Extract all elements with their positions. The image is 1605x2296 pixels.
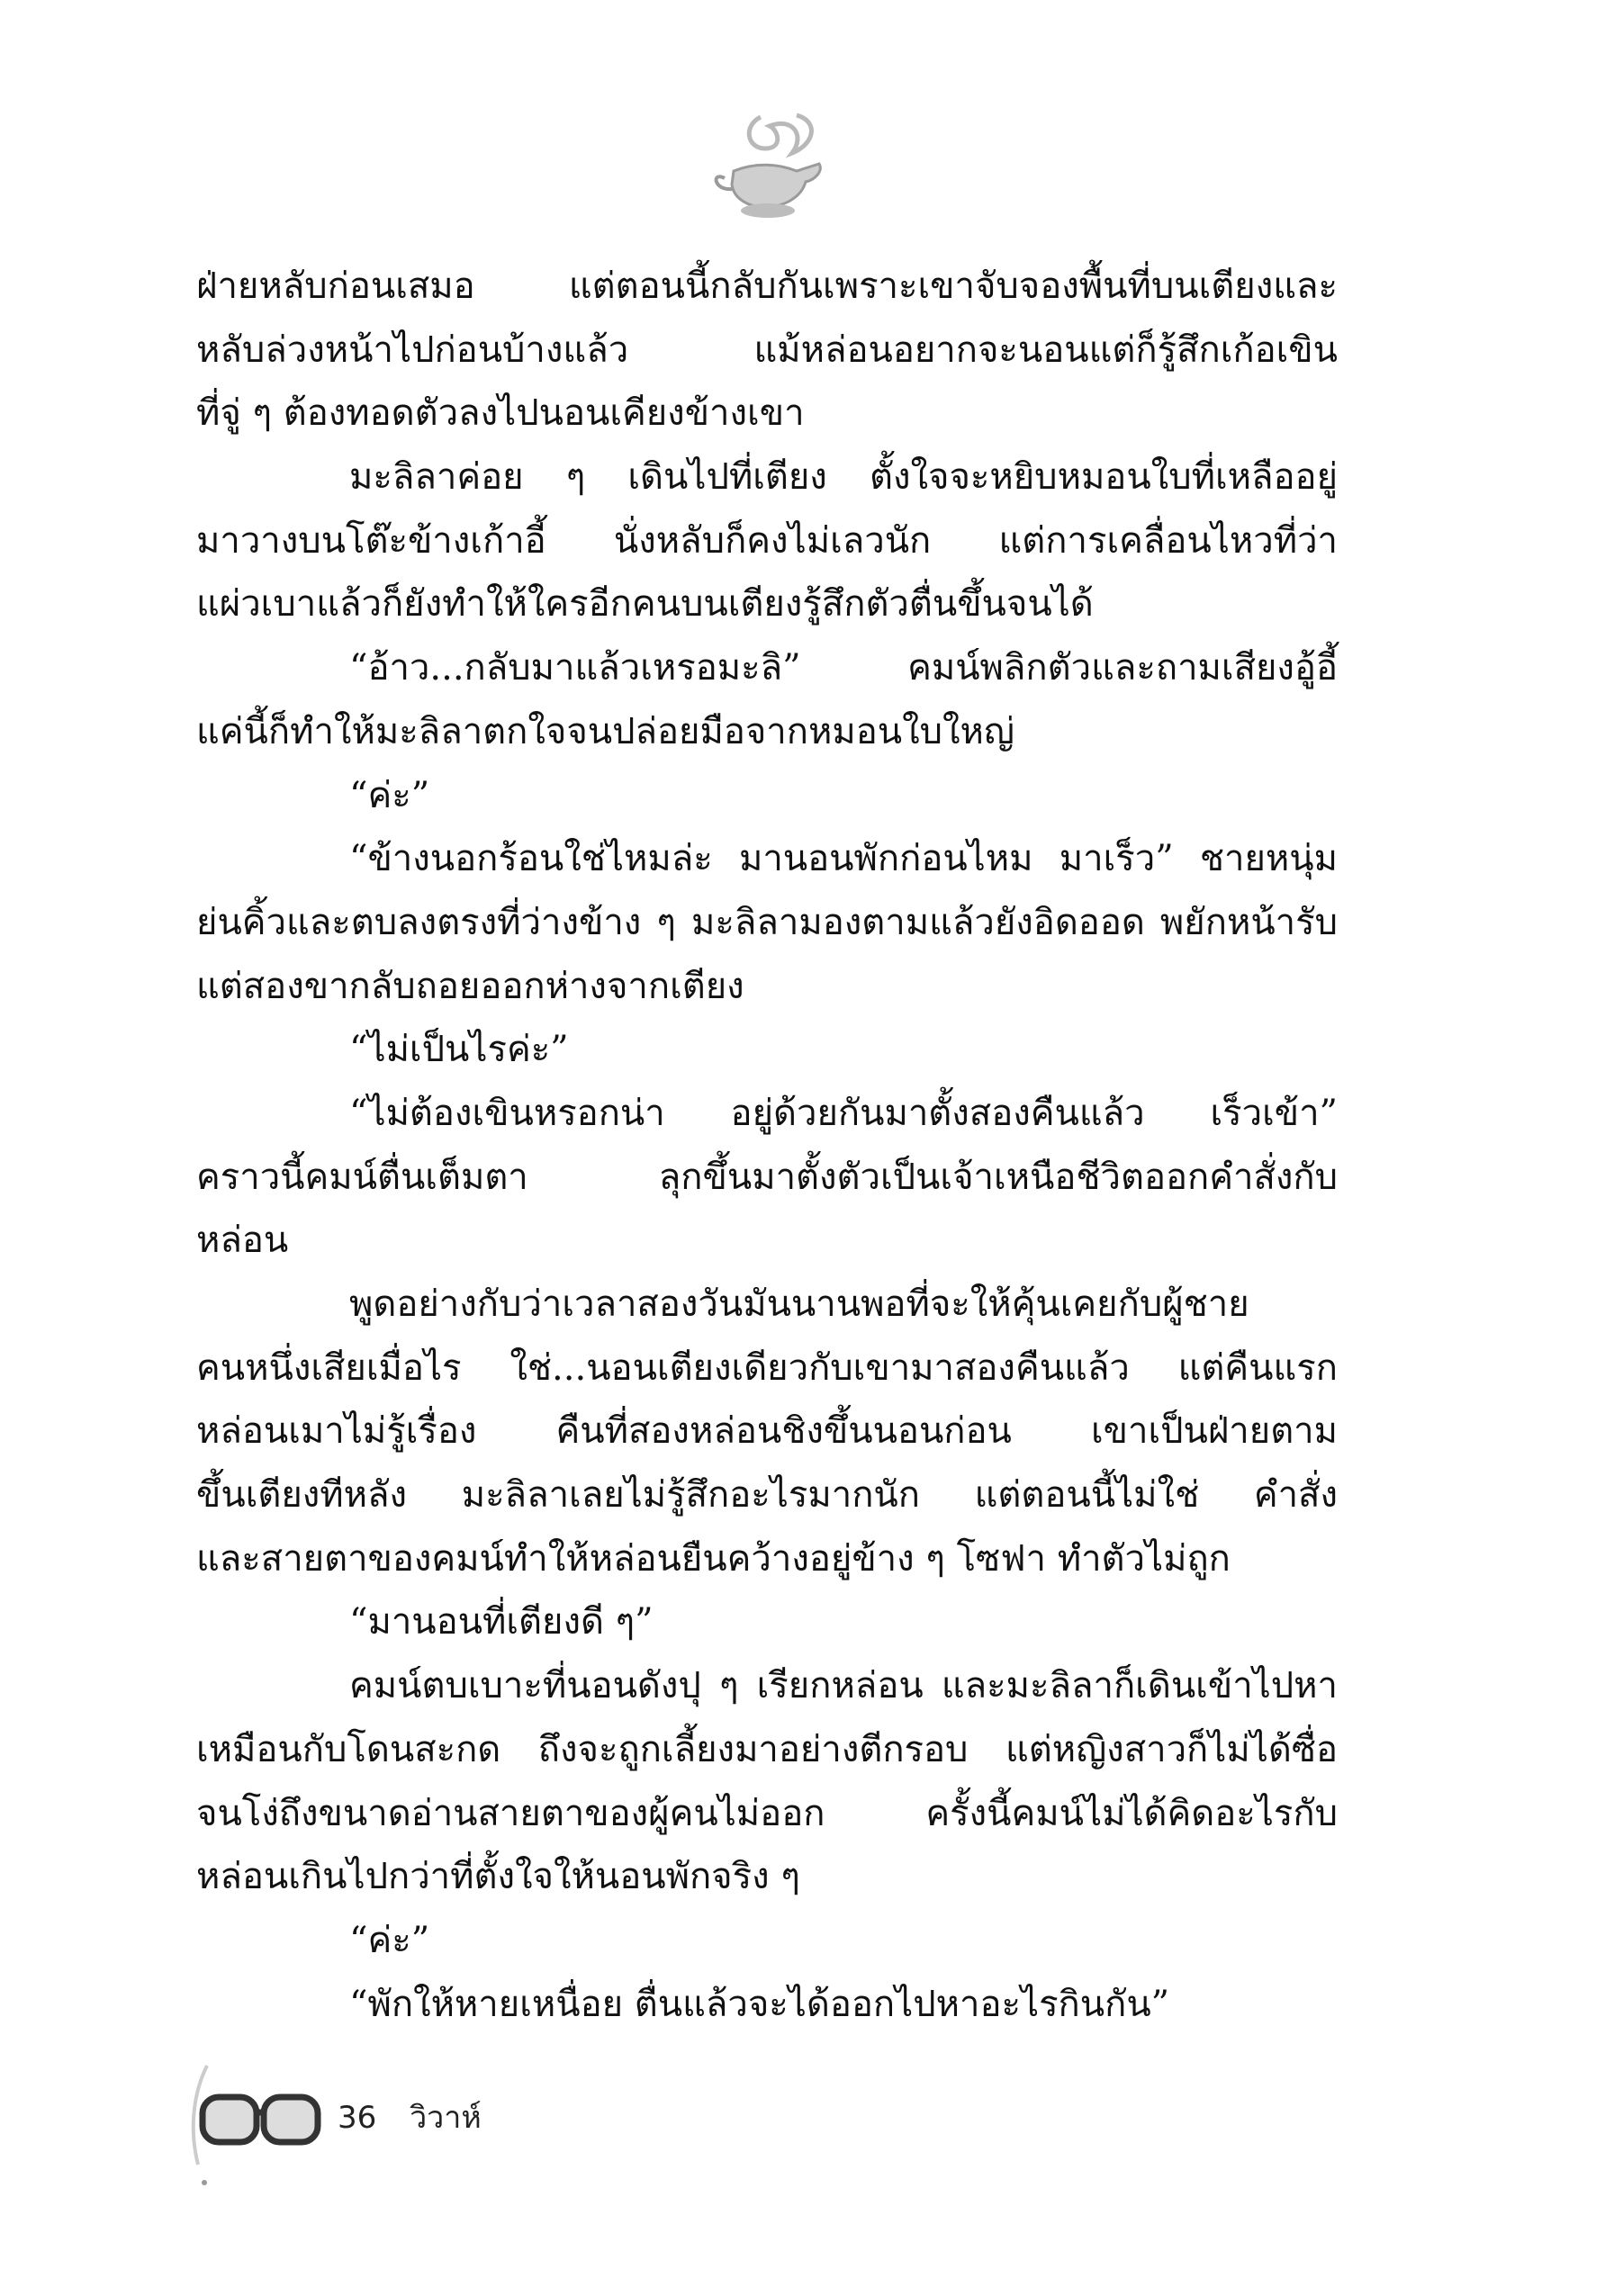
text-line: “อ้าว...กลับมาแล้วเหรอมะลิ” คมน์พลิกตัวและถามเสียงอู้อี้ — [349, 647, 1338, 689]
text-line: พูดอย่างกับว่าเวลาสองวันมันนานพอที่จะให้คุ้นเคยกับผู้ชาย — [349, 1283, 1249, 1325]
body-text — [196, 255, 1338, 2036]
text-line: คนหนึ่งเสียเมื่อไร ใช่...นอนเตียงเดียวกับเขามาสองคืนแล้ว แต่คืนแรก — [196, 1346, 1338, 1389]
text-line: แต่สองขากลับถอยออกห่างจากเตียง — [196, 965, 744, 1007]
text-line: ที่จู่ ๆ ต้องทอดตัวลงไปนอนเคียงข้างเขา — [196, 392, 805, 435]
genie-lamp-icon — [707, 108, 842, 230]
text-line: หล่อน — [196, 1220, 289, 1262]
text-line: “ไม่เป็นไรค่ะ” — [349, 1029, 569, 1071]
text-line: “ค่ะ” — [349, 774, 430, 816]
footer-text — [338, 2093, 505, 2141]
text-line: ฝ่ายหลับก่อนเสมอ แต่ตอนนี้กลับกันเพราะเขาจับจองพื้นที่บนเตียงและ — [196, 266, 1338, 307]
text-line: “ข้างนอกร้อนใช่ไหมล่ะ มานอนพักก่อนไหม มาเร็ว” ชายหนุ่ม — [349, 838, 1338, 880]
text-line: มาวางบนโต๊ะข้างเก้าอี้ นั่งหลับก็คงไม่เลวนัก แต่การเคลื่อนไหวที่ว่า — [196, 519, 1338, 562]
text-line: คมน์ตบเบาะที่นอนดังปุ ๆ เรียกหล่อน และมะลิลาก็เดินเข้าไปหา — [349, 1665, 1338, 1707]
page-footer — [185, 2057, 725, 2201]
text-line: แค่นี้ก็ทำให้มะลิลาตกใจจนปล่อยมือจากหมอนใบใหญ่ — [196, 710, 1014, 752]
text-line: “มานอนที่เตียงดี ๆ” — [349, 1601, 654, 1643]
text-line: “ค่ะ” — [349, 1919, 430, 1961]
text-line: และสายตาของคมน์ทำให้หล่อนยืนคว้างอยู่ข้าง ๆ โซฟา ทำตัวไม่ถูก — [196, 1537, 1231, 1580]
text-line: “พักให้หายเหนื่อย ตื่นแล้วจะได้ออกไปหาอะไรกินกัน” — [349, 1983, 1170, 2025]
book-title: วิวาห์ — [410, 2100, 482, 2136]
text-line: หลับล่วงหน้าไปก่อนบ้างแล้ว แม้หล่อนอยากจะนอนแต่ก็รู้สึกเก้อเขิน — [196, 329, 1338, 371]
text-line: คราวนี้คมน์ตื่นเต็มตา ลุกขึ้นมาตั้งตัวเป็นเจ้าเหนือชีวิตออกคำสั่งกับ — [196, 1156, 1338, 1198]
text-line: “ไม่ต้องเขินหรอกน่า อยู่ด้วยกันมาตั้งสองคืนแล้ว เร็วเข้า” — [349, 1092, 1338, 1134]
text-line: แผ่วเบาแล้วก็ยังทำให้ใครอีกคนบนเตียงรู้สึกตัวตื่นขึ้นจนได้ — [196, 583, 1094, 626]
text-line: หล่อนเกินไปกว่าที่ตั้งใจให้นอนพักจริง ๆ — [196, 1856, 800, 1898]
text-line: ขึ้นเตียงทีหลัง มะลิลาเลยไม่รู้สึกอะไรมากนัก แต่ตอนนี้ไม่ใช่ คำสั่ง — [196, 1474, 1338, 1517]
text-line: ย่นคิ้วและตบลงตรงที่ว่างข้าง ๆ มะลิลามองตามแล้วยังอิดออด พยักหน้ารับ — [196, 901, 1338, 943]
text-line: หล่อนเมาไม่รู้เรื่อง คืนที่สองหล่อนชิงขึ้นนอนก่อน เขาเป็นฝ่ายตาม — [196, 1410, 1338, 1453]
page-number: 36 — [338, 2100, 377, 2136]
text-line: จนโง่ถึงขนาดอ่านสายตาของผู้คนไม่ออก ครั้งนี้คมน์ไม่ได้คิดอะไรกับ — [196, 1792, 1338, 1834]
text-line: มะลิลาค่อย ๆ เดินไปที่เตียง ตั้งใจจะหยิบหมอนใบที่เหลืออยู่ — [349, 456, 1338, 499]
text-line: เหมือนกับโดนสะกด ถึงจะถูกเลี้ยงมาอย่างตีกรอบ แต่หญิงสาวก็ไม่ได้ซื่อ — [196, 1728, 1338, 1770]
goggles-icon — [185, 2057, 338, 2201]
